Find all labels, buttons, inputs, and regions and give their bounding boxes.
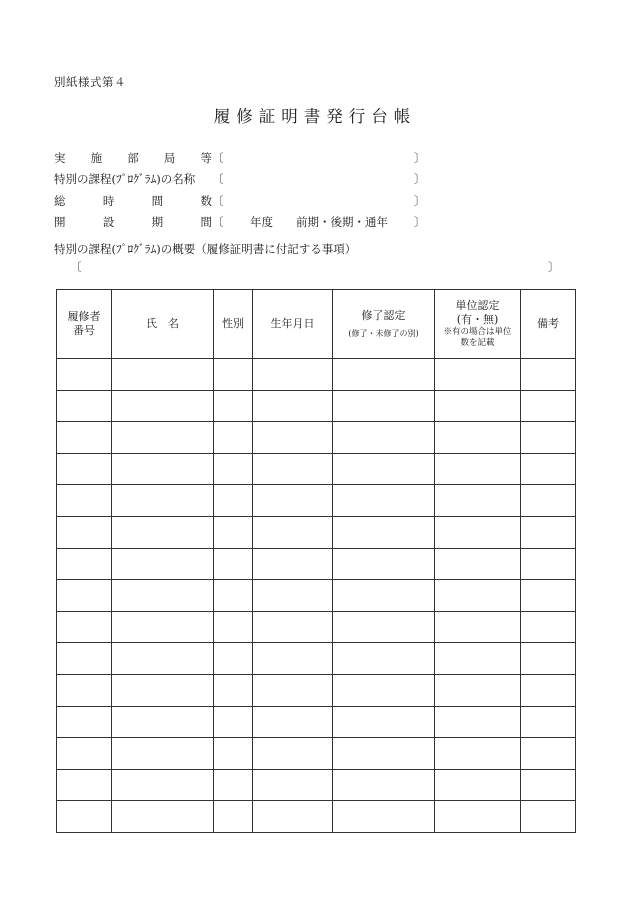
cell-completion[interactable] [333, 485, 435, 517]
table-row [57, 453, 576, 485]
cell-remarks[interactable] [521, 453, 576, 485]
cell-gender[interactable] [214, 769, 253, 801]
cell-student-number[interactable] [57, 485, 112, 517]
cell-gender[interactable] [214, 422, 253, 454]
cell-birthdate[interactable] [253, 643, 333, 675]
table-row [57, 769, 576, 801]
cell-completion[interactable] [333, 769, 435, 801]
cell-student-number[interactable] [57, 643, 112, 675]
cell-student-number[interactable] [57, 516, 112, 548]
cell-gender[interactable] [214, 580, 253, 612]
cell-name[interactable] [112, 674, 214, 706]
cell-name[interactable] [112, 769, 214, 801]
cell-name[interactable] [112, 580, 214, 612]
table-row [57, 516, 576, 548]
cell-name[interactable] [112, 390, 214, 422]
table-row [57, 706, 576, 738]
program-overview-label: 特別の課程(ﾌﾟﾛｸﾞﾗﾑ)の概要（履修証明書に付記する事項） [54, 242, 357, 256]
header-name: 氏 名 [112, 290, 214, 359]
cell-gender[interactable] [214, 643, 253, 675]
cell-name[interactable] [112, 422, 214, 454]
table-row [57, 738, 576, 770]
cell-credit[interactable] [435, 485, 521, 517]
cell-student-number[interactable] [57, 611, 112, 643]
open-bracket: 〔 [212, 172, 224, 186]
cell-student-number[interactable] [57, 674, 112, 706]
cell-credit[interactable] [435, 422, 521, 454]
cell-credit[interactable] [435, 359, 521, 391]
cell-gender[interactable] [214, 390, 253, 422]
cell-credit[interactable] [435, 548, 521, 580]
table-row [57, 611, 576, 643]
cell-student-number[interactable] [57, 548, 112, 580]
table-row [57, 548, 576, 580]
cell-remarks[interactable] [521, 643, 576, 675]
cell-remarks[interactable] [521, 359, 576, 391]
cell-completion[interactable] [333, 738, 435, 770]
cell-credit[interactable] [435, 611, 521, 643]
cell-completion[interactable] [333, 674, 435, 706]
program-name-label: 特別の課程(ﾌﾟﾛｸﾞﾗﾑ)の名称 [54, 172, 196, 186]
cell-credit[interactable] [435, 453, 521, 485]
cell-remarks[interactable] [521, 390, 576, 422]
cell-birthdate[interactable] [253, 390, 333, 422]
cell-remarks[interactable] [521, 548, 576, 580]
cell-birthdate[interactable] [253, 580, 333, 612]
table-row [57, 390, 576, 422]
cell-gender[interactable] [214, 453, 253, 485]
cell-name[interactable] [112, 738, 214, 770]
cell-gender[interactable] [214, 738, 253, 770]
cell-birthdate[interactable] [253, 359, 333, 391]
cell-gender[interactable] [214, 674, 253, 706]
issuance-ledger-table [56, 289, 576, 833]
table-row [57, 674, 576, 706]
department-label: 実 施 部 局 等 [54, 151, 212, 165]
close-bracket: 〕 [414, 151, 426, 165]
cell-gender[interactable] [214, 516, 253, 548]
cell-birthdate[interactable] [253, 548, 333, 580]
cell-name[interactable] [112, 453, 214, 485]
cell-name[interactable] [112, 643, 214, 675]
cell-name[interactable] [112, 706, 214, 738]
cell-name[interactable] [112, 516, 214, 548]
cell-student-number[interactable] [57, 706, 112, 738]
cell-birthdate[interactable] [253, 738, 333, 770]
cell-student-number[interactable] [57, 769, 112, 801]
cell-name[interactable] [112, 611, 214, 643]
term-options-text: 前期・後期・通年 [296, 215, 388, 229]
cell-credit[interactable] [435, 738, 521, 770]
cell-birthdate[interactable] [253, 706, 333, 738]
table-header-row [57, 290, 576, 359]
table-row [57, 422, 576, 454]
cell-birthdate[interactable] [253, 801, 333, 833]
cell-birthdate[interactable] [253, 769, 333, 801]
cell-student-number[interactable] [57, 422, 112, 454]
open-bracket: 〔 [212, 215, 224, 229]
header-gender: 性別 [214, 290, 253, 359]
cell-credit[interactable] [435, 706, 521, 738]
cell-completion[interactable] [333, 422, 435, 454]
cell-student-number[interactable] [57, 390, 112, 422]
cell-completion[interactable] [333, 516, 435, 548]
cell-credit[interactable] [435, 643, 521, 675]
table-row [57, 801, 576, 833]
cell-credit[interactable] [435, 769, 521, 801]
period-label: 開 設 期 間 [54, 215, 212, 229]
cell-credit[interactable] [435, 390, 521, 422]
cell-remarks[interactable] [521, 516, 576, 548]
cell-remarks[interactable] [521, 706, 576, 738]
cell-student-number[interactable] [57, 580, 112, 612]
open-bracket: 〔 [212, 151, 224, 165]
close-bracket: 〕 [414, 215, 426, 229]
cell-gender[interactable] [214, 801, 253, 833]
cell-completion[interactable] [333, 580, 435, 612]
header-completion: 修了認定 (修了・未修了の別) [333, 290, 435, 359]
open-bracket: 〔 [212, 194, 224, 208]
cell-gender[interactable] [214, 485, 253, 517]
cell-completion[interactable] [333, 390, 435, 422]
cell-remarks[interactable] [521, 485, 576, 517]
cell-remarks[interactable] [521, 611, 576, 643]
document-title: 履修証明書発行台帳 [213, 107, 417, 126]
cell-name[interactable] [112, 359, 214, 391]
cell-name[interactable] [112, 801, 214, 833]
cell-remarks[interactable] [521, 422, 576, 454]
overview-open-bracket: 〔 [70, 260, 82, 274]
cell-birthdate[interactable] [253, 674, 333, 706]
cell-credit[interactable] [435, 674, 521, 706]
close-bracket: 〕 [414, 172, 426, 186]
header-remarks: 備考 [521, 290, 576, 359]
cell-gender[interactable] [214, 611, 253, 643]
cell-student-number[interactable] [57, 453, 112, 485]
cell-name[interactable] [112, 548, 214, 580]
header-credit: 単位認定 (有・無) ※有の場合は単位 数を記載 [435, 290, 521, 359]
cell-remarks[interactable] [521, 674, 576, 706]
total-hours-label: 総 時 間 数 [54, 194, 212, 208]
cell-name[interactable] [112, 485, 214, 517]
cell-completion[interactable] [333, 453, 435, 485]
cell-remarks[interactable] [521, 769, 576, 801]
cell-credit[interactable] [435, 516, 521, 548]
cell-birthdate[interactable] [253, 453, 333, 485]
cell-birthdate[interactable] [253, 516, 333, 548]
cell-credit[interactable] [435, 580, 521, 612]
cell-completion[interactable] [333, 611, 435, 643]
cell-remarks[interactable] [521, 738, 576, 770]
cell-student-number[interactable] [57, 801, 112, 833]
table-row [57, 643, 576, 675]
cell-completion[interactable] [333, 643, 435, 675]
cell-student-number[interactable] [57, 359, 112, 391]
cell-gender[interactable] [214, 706, 253, 738]
fiscal-year-text: 年度 [250, 215, 273, 229]
cell-completion[interactable] [333, 359, 435, 391]
overview-close-bracket: 〕 [548, 260, 560, 274]
close-bracket: 〕 [414, 194, 426, 208]
cell-gender[interactable] [214, 359, 253, 391]
cell-birthdate[interactable] [253, 422, 333, 454]
header-birthdate: 生年月日 [253, 290, 333, 359]
cell-remarks[interactable] [521, 801, 576, 833]
cell-completion[interactable] [333, 706, 435, 738]
form-number: 別紙様式第４ [54, 75, 126, 89]
cell-completion[interactable] [333, 801, 435, 833]
cell-gender[interactable] [214, 548, 253, 580]
table-row [57, 580, 576, 612]
cell-completion[interactable] [333, 548, 435, 580]
cell-remarks[interactable] [521, 580, 576, 612]
cell-birthdate[interactable] [253, 611, 333, 643]
cell-student-number[interactable] [57, 738, 112, 770]
cell-birthdate[interactable] [253, 485, 333, 517]
header-student-number: 履修者 番号 [57, 290, 112, 359]
table-row [57, 485, 576, 517]
cell-credit[interactable] [435, 801, 521, 833]
table-row [57, 359, 576, 391]
